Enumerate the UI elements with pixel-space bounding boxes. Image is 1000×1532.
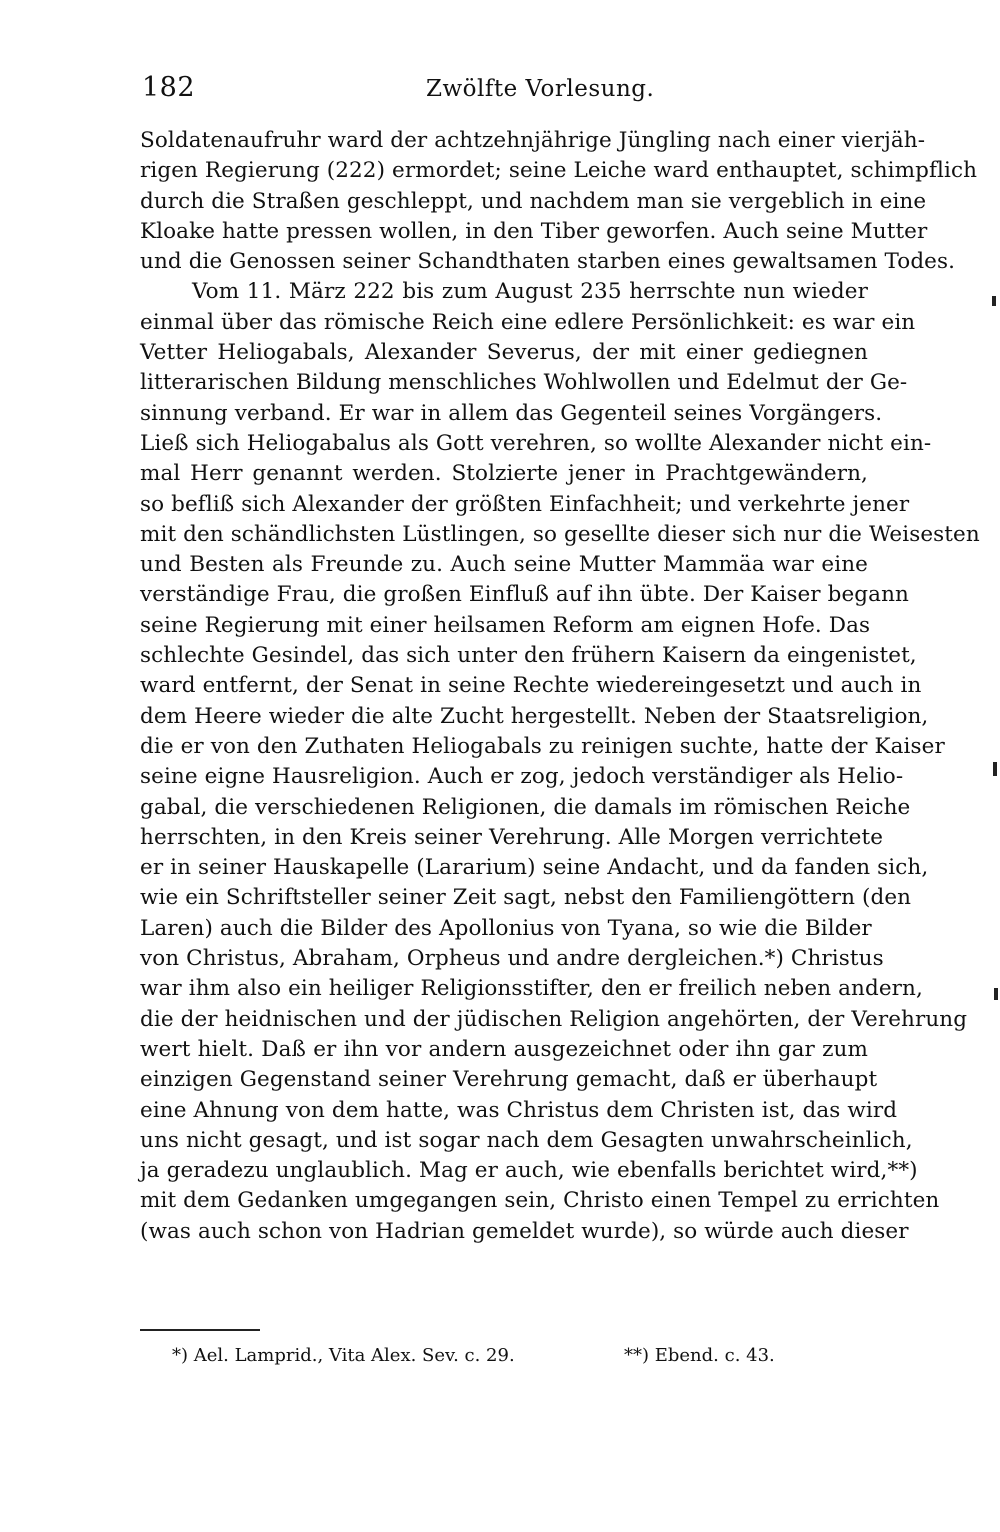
text-line: seine Regierung mit einer heilsamen Reform am eignen Hofe. Das	[140, 612, 871, 638]
text-line: Soldatenaufruhr ward der achtzehnjährige Jüngling nach einer vierjäh-	[140, 128, 926, 153]
text-line: die der heidnischen und der jüdischen Religion angehörten, der Verehrung	[140, 1006, 968, 1032]
text-line: die er von den Zuthaten Heliogabals zu reinigen suchte, hatte der Kaiser	[140, 733, 945, 759]
text-line: und die Genossen seiner Schandthaten starben eines gewaltsamen Todes.	[140, 249, 956, 275]
text-line: schlechte Gesindel, das sich unter den frühern Kaisern da eingenistet,	[140, 643, 917, 669]
text-line: herrschten, in den Kreis seiner Verehrung. Alle Morgen verrichtete	[140, 824, 884, 850]
text-line: mit dem Gedanken umgegangen sein, Christo einen Tempel zu errichten	[140, 1188, 940, 1214]
text-line: und Besten als Freunde zu. Auch seine Mutter Mammäa war eine	[140, 552, 868, 578]
text-line: sinnung verband. Er war in allem das Gegenteil seines Vorgängers.	[140, 400, 883, 426]
paragraph-start-line: Vom 11. März 222 bis zum August 235 herrschte nun wieder	[192, 279, 868, 305]
text-line: Vetter Heliogabals, Alexander Severus, der mit einer gediegnen	[140, 340, 868, 366]
text-line: Kloake hatte pressen wollen, in den Tiber geworfen. Auch seine Mutter	[140, 218, 928, 244]
margin-mark	[992, 296, 996, 306]
text-line: dem Heere wieder die alte Zucht hergestellt. Neben der Staatsreligion,	[140, 703, 929, 729]
text-line: einmal über das römische Reich eine edlere Persönlichkeit: es war ein	[140, 309, 916, 335]
footnote-2: **) Ebend. c. 43.	[624, 1345, 775, 1366]
text-line: eine Ahnung von dem hatte, was Christus dem Christen ist, das wird	[140, 1097, 898, 1123]
text-line: wie ein Schriftsteller seiner Zeit sagt, nebst den Familiengöttern (den	[140, 885, 912, 911]
running-head: Zwölfte Vorlesung.	[426, 76, 655, 102]
text-line: seine eigne Hausreligion. Auch er zog, jedoch verständiger als Helio-	[140, 764, 904, 790]
text-line: war ihm also ein heiliger Religionsstifter, den er freilich neben andern,	[140, 976, 923, 1002]
text-line: durch die Straßen geschleppt, und nachdem man sie vergeblich in eine	[140, 188, 927, 214]
text-line: rigen Regierung (222) ermordet; seine Leiche ward enthauptet, schimpflich	[140, 158, 978, 184]
text-line: mit den schändlichsten Lüstlingen, so gesellte dieser sich nur die Weisesten	[140, 521, 980, 547]
text-line: von Christus, Abraham, Orpheus und andre dergleichen.*) Christus	[140, 946, 884, 972]
text-line: ja geradezu unglaublich. Mag er auch, wie ebenfalls berichtet wird,**)	[140, 1158, 918, 1184]
text-line: einzigen Gegenstand seiner Verehrung gemacht, daß er überhaupt	[140, 1067, 878, 1093]
text-line: uns nicht gesagt, und ist sogar nach dem Gesagten unwahrscheinlich,	[140, 1127, 913, 1153]
text-line: Laren) auch die Bilder des Apollonius von Tyana, so wie die Bilder	[140, 915, 872, 941]
footnote-1: *) Ael. Lamprid., Vita Alex. Sev. c. 29.	[172, 1345, 515, 1366]
text-line: so befliß sich Alexander der größten Einfachheit; und verkehrte jener	[140, 491, 910, 517]
body-text	[140, 126, 980, 1247]
text-line: gabal, die verschiedenen Religionen, die damals im römischen Reiche	[140, 794, 911, 820]
text-line: wert hielt. Daß er ihn vor andern ausgezeichnet oder ihn gar zum	[140, 1036, 868, 1062]
text-line: (was auch schon von Hadrian gemeldet wurde), so würde auch dieser	[140, 1218, 909, 1244]
text-line: mal Herr genannt werden. Stolzierte jener in Prachtgewändern,	[140, 461, 868, 487]
text-line: er in seiner Hauskapelle (Lararium) seine Andacht, und da fanden sich,	[140, 855, 929, 881]
text-line: ward entfernt, der Senat in seine Rechte wiedereingesetzt und auch in	[140, 673, 922, 699]
footnote-rule	[140, 1329, 260, 1331]
text-line: Ließ sich Heliogabalus als Gott verehren, so wollte Alexander nicht ein-	[140, 430, 932, 456]
margin-mark	[993, 762, 997, 776]
text-line: litterarischen Bildung menschliches Wohlwollen und Edelmut der Ge-	[140, 370, 908, 396]
margin-mark	[994, 988, 998, 1000]
text-line: verständige Frau, die großen Einfluß auf ihn übte. Der Kaiser begann	[140, 582, 909, 608]
page-number: 182	[142, 72, 196, 103]
